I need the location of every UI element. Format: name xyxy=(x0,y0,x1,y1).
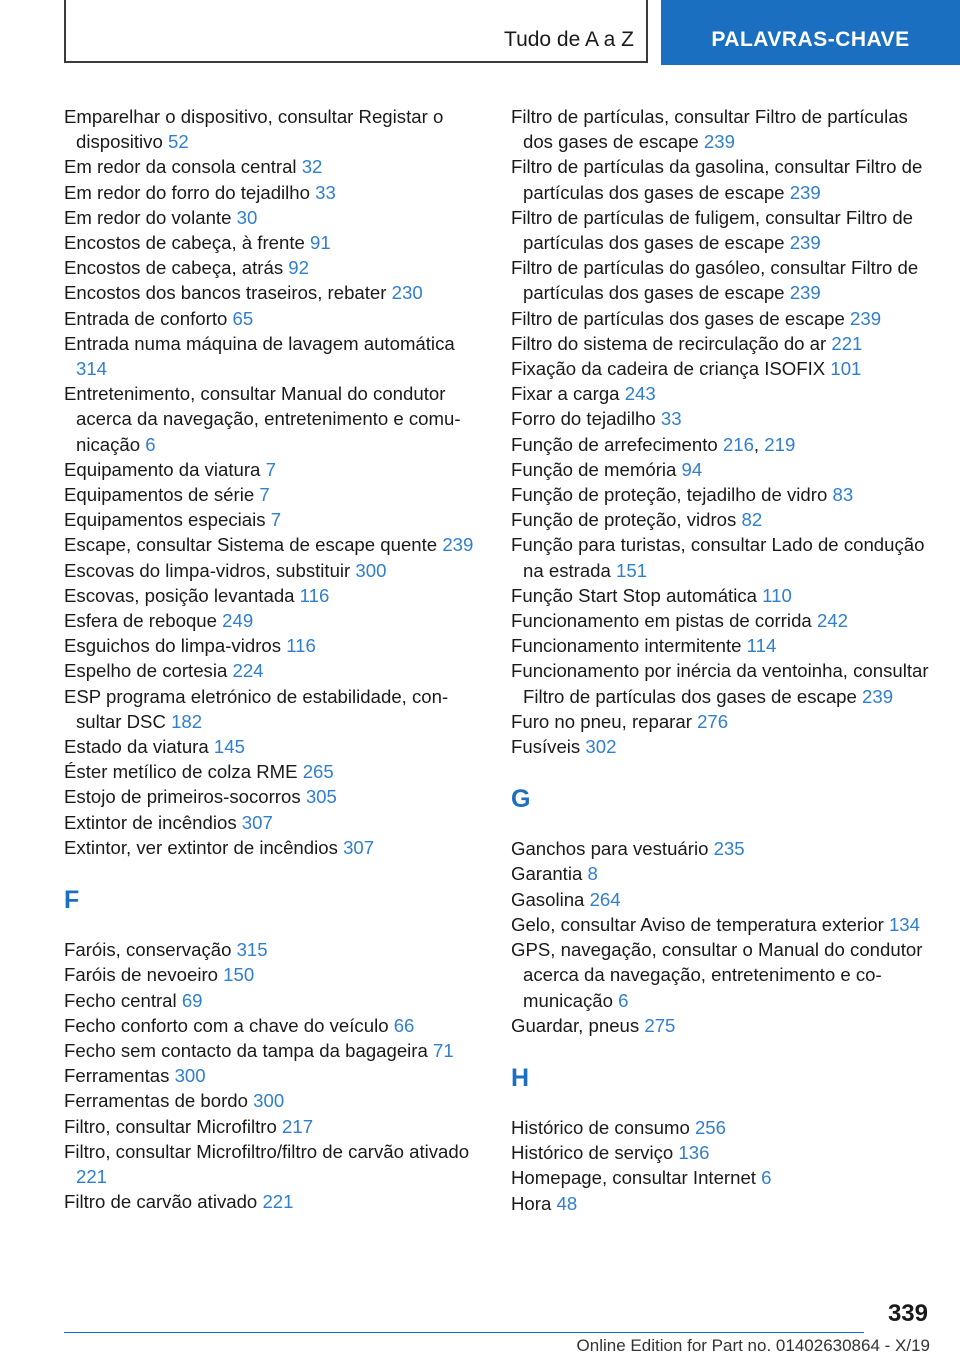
index-entry-text: Filtro de partículas dos gases de escape xyxy=(511,307,845,329)
index-entry-text: Entrada numa máquina de lavagem automática xyxy=(64,332,455,354)
index-entry xyxy=(64,835,474,860)
page-number: 339 xyxy=(887,1300,928,1327)
index-entry-text: Funcionamento em pistas de corrida xyxy=(511,610,812,632)
index-entry xyxy=(64,306,474,331)
index-entry-text: Ferramentas de bordo xyxy=(64,1090,248,1112)
page-reference-link[interactable]: 6 xyxy=(761,1167,772,1189)
page-reference-link[interactable]: 65 xyxy=(232,307,254,329)
page-reference-link[interactable]: 82 xyxy=(741,509,763,531)
index-entry-text: Encostos de cabeça, atrás xyxy=(64,257,284,279)
page-reference-link[interactable]: 300 xyxy=(253,1090,285,1112)
index-entry-text: Função de arrefecimento xyxy=(511,433,718,455)
index-entry-text: Fecho sem contacto da tampa da bagageira xyxy=(64,1039,428,1061)
index-entry xyxy=(64,784,474,809)
index-entry xyxy=(511,1013,936,1038)
page-reference-link[interactable]: 134 xyxy=(888,913,920,935)
index-entry-text: Entrada de conforto xyxy=(64,307,228,329)
index-entry xyxy=(511,482,936,507)
index-entry xyxy=(64,154,474,179)
index-entry-text: Fixação da cadeira de criança ISOFIX xyxy=(511,358,826,380)
index-entry xyxy=(64,1139,474,1189)
index-entry xyxy=(511,734,936,759)
index-entry-text: Forro do tejadilho xyxy=(511,408,656,430)
page-reference-link[interactable]: 6 xyxy=(145,433,156,455)
index-entry-text: Filtro de carvão ativado xyxy=(64,1191,258,1213)
index-entry xyxy=(64,962,474,987)
index-entry xyxy=(64,507,474,532)
index-entry-text: Filtro de partículas do gasóleo, consultar Filtro de partículas dos gases de escape xyxy=(511,257,919,304)
index-entry-text: Em redor da consola central xyxy=(64,156,297,178)
header-tab[interactable] xyxy=(661,0,960,65)
index-entry-text: Faróis de nevoeiro xyxy=(64,964,218,986)
index-entry-text: Guardar, pneus xyxy=(511,1014,640,1036)
index-entry-text: Filtro do sistema de recirculação do ar xyxy=(511,332,827,354)
index-entry-text: Função Start Stop automática xyxy=(511,584,757,606)
index-letter-heading: H xyxy=(511,1063,530,1092)
index-entry xyxy=(64,532,474,557)
page-reference-link[interactable]: 300 xyxy=(174,1065,206,1087)
page-reference-link[interactable]: 300 xyxy=(355,559,387,581)
footer-divider xyxy=(64,1332,864,1333)
index-entry-text: Estado da viatura xyxy=(64,736,209,758)
index-entry xyxy=(511,633,936,658)
index-entry-text: Equipamentos especiais xyxy=(64,509,266,531)
index-entry-text: Fecho central xyxy=(64,989,177,1011)
page-reference-link[interactable]: 6 xyxy=(618,989,629,1011)
page-reference-link[interactable]: 116 xyxy=(286,635,316,657)
index-entry-text: Filtro, consultar Microfiltro xyxy=(64,1115,277,1137)
index-entry-text: Em redor do volante xyxy=(64,206,232,228)
index-entry-text: Gasolina xyxy=(511,888,585,910)
page-reference-link[interactable]: 243 xyxy=(624,383,656,405)
index-entry xyxy=(64,104,474,154)
page-reference-link[interactable]: 219 xyxy=(764,433,796,455)
page-reference-link[interactable]: 8 xyxy=(587,863,598,885)
index-entry-text: Extintor de incêndios xyxy=(64,811,237,833)
index-entry-text: Emparelhar o dispositivo, consultar Registar o dispositivo xyxy=(64,106,444,153)
page-reference-link[interactable]: 116 xyxy=(299,584,330,606)
index-entry-text: Encostos de cabeça, à frente xyxy=(64,232,305,254)
index-entry xyxy=(64,1063,474,1088)
index-entry xyxy=(511,937,936,1013)
index-entry: Função de arrefecimento 216, 219 xyxy=(511,433,796,455)
page-reference-link[interactable]: 256 xyxy=(694,1116,726,1138)
index-entry-text: Funcionamento por inércia da ventoinha, consultar Filtro de partículas dos gases de escape xyxy=(511,660,929,707)
index-entry xyxy=(511,658,936,708)
index-entry-text: Espelho de cortesia xyxy=(64,660,228,682)
index-entry-text: Ferramentas xyxy=(64,1065,170,1087)
index-entry-text: Furo no pneu, reparar xyxy=(511,710,692,732)
index-entry xyxy=(511,331,936,356)
page-reference-link[interactable]: 276 xyxy=(697,710,729,732)
index-entry-text: Faróis, conservação xyxy=(64,939,232,961)
page-reference-link[interactable]: 52 xyxy=(168,131,189,153)
index-entry xyxy=(64,558,474,583)
index-entry xyxy=(511,608,936,633)
index-entry-text: Esguichos do limpa-vidros xyxy=(64,635,282,657)
index-entry xyxy=(511,709,936,734)
index-entry xyxy=(511,507,936,532)
tab-keywords-label: PALAVRAS-CHAVE xyxy=(711,28,910,51)
index-entry-text: Esfera de reboque xyxy=(64,610,217,632)
index-column-right xyxy=(511,104,936,1216)
index-entry xyxy=(511,104,936,154)
index-entry-text: Em redor do forro do tejadilho xyxy=(64,181,310,203)
index-entry-text: Filtro, consultar Microfiltro/filtro de carvão ativado xyxy=(64,1140,470,1162)
section-title: Tudo de A a Z xyxy=(504,28,634,51)
page-reference-link[interactable]: 239 xyxy=(862,685,894,707)
index-entry xyxy=(511,583,936,608)
index-entry-text: Filtro de partículas da gasolina, consultar Filtro de partículas dos gases de escape xyxy=(511,156,923,203)
index-entry xyxy=(511,457,936,482)
page-reference-link[interactable]: 71 xyxy=(433,1039,454,1061)
index-entry-text: Função de memória xyxy=(511,458,677,480)
page-reference-link[interactable]: 302 xyxy=(585,736,617,758)
page-reference-link[interactable]: 182 xyxy=(171,710,203,732)
index-entry-text: Equipamentos de série xyxy=(64,484,255,506)
index-entry xyxy=(64,1013,474,1038)
index-entry xyxy=(511,861,936,886)
page-reference-link[interactable]: 264 xyxy=(589,888,621,910)
index-entry-text: Equipamento da viatura xyxy=(64,458,261,480)
index-entry xyxy=(511,406,936,431)
page-reference-link[interactable]: 114 xyxy=(746,635,777,657)
index-entry-text: ESP programa eletrónico de estabilidade, consultar DSC xyxy=(64,685,449,732)
page-reference-link[interactable]: 239 xyxy=(789,232,821,254)
index-entry xyxy=(64,1088,474,1113)
page-reference-link[interactable]: 230 xyxy=(391,282,423,304)
page-reference-link[interactable]: 151 xyxy=(616,559,648,581)
index-entry xyxy=(511,1191,936,1216)
page-reference-link[interactable]: 7 xyxy=(265,458,276,480)
page-reference-link[interactable]: 307 xyxy=(241,811,273,833)
page-reference-link[interactable]: 94 xyxy=(681,458,703,480)
index-entry-text: Função de proteção, tejadilho de vidro xyxy=(511,484,828,506)
page-reference-link[interactable]: 217 xyxy=(282,1115,314,1137)
index-entry-text: Filtro de partículas, consultar Filtro de partículas dos gases de escape xyxy=(511,106,908,153)
page-reference-link[interactable]: 249 xyxy=(222,610,254,632)
index-entry xyxy=(511,154,936,204)
page-reference-link[interactable]: 239 xyxy=(789,282,821,304)
index-entry xyxy=(511,381,936,406)
page-reference-link[interactable]: 221 xyxy=(831,332,863,354)
index-entry xyxy=(511,912,936,937)
index-entry xyxy=(511,306,936,331)
index-entry xyxy=(64,759,474,784)
index-entry xyxy=(64,255,474,280)
page-reference-link[interactable]: 32 xyxy=(301,156,323,178)
page-reference-link[interactable]: 101 xyxy=(830,358,862,380)
index-entry-text: Entretenimento, consultar Manual do condutor acerca da navegação, entretenimento e comunicação xyxy=(64,383,461,455)
header-section-box xyxy=(64,0,648,63)
index-entry xyxy=(64,684,474,734)
page-reference-link[interactable]: 150 xyxy=(223,964,255,986)
page-reference-link[interactable]: 110 xyxy=(762,584,792,606)
index-entry xyxy=(64,734,474,759)
index-entry xyxy=(511,356,936,381)
index-entry-text: Função para turistas, consultar Lado de condução na estrada xyxy=(511,534,925,581)
index-entry-text: Escovas do limpa-vidros, substituir xyxy=(64,559,351,581)
page-reference-link[interactable]: 69 xyxy=(181,989,203,1011)
page-reference-link[interactable]: 221 xyxy=(76,1165,108,1187)
index-entry-text: Histórico de serviço xyxy=(511,1142,674,1164)
page-reference-link[interactable]: 136 xyxy=(678,1142,710,1164)
index-entry-text: Histórico de consumo xyxy=(511,1116,690,1138)
page-reference-link[interactable]: 314 xyxy=(76,358,108,380)
index-entry-text: Éster metílico de colza RME xyxy=(64,761,298,783)
index-entry-text: Fusíveis xyxy=(511,736,581,758)
index-entry xyxy=(64,1038,474,1063)
index-entry-text: Fixar a carga xyxy=(511,383,620,405)
index-entry xyxy=(64,280,474,305)
page-reference-link[interactable]: 30 xyxy=(236,206,258,228)
page-reference-link[interactable]: 224 xyxy=(232,660,264,682)
page-reference-link[interactable]: 315 xyxy=(236,939,268,961)
index-entry-text: Hora xyxy=(511,1192,552,1214)
page-reference-link[interactable]: 216 xyxy=(722,433,754,455)
index-entry xyxy=(64,608,474,633)
index-letter-heading: F xyxy=(64,886,80,915)
index-entry xyxy=(64,583,474,608)
page-reference-link[interactable]: 235 xyxy=(713,838,745,860)
index-entry xyxy=(64,482,474,507)
index-entry-text: Estojo de primeiros-socorros xyxy=(64,786,301,808)
page-reference-link[interactable]: 239 xyxy=(442,534,474,556)
page-reference-link[interactable]: 33 xyxy=(315,181,336,203)
page-reference-link[interactable]: 7 xyxy=(270,509,282,531)
index-entry xyxy=(511,887,936,912)
footer-edition-text: Online Edition for Part no. 01402630864 - X/19 xyxy=(576,1336,930,1355)
page-reference-link[interactable]: 83 xyxy=(832,484,854,506)
page-reference-link[interactable]: 265 xyxy=(302,761,334,783)
index-entry xyxy=(64,1189,474,1214)
index-entry xyxy=(511,255,936,305)
index-entry xyxy=(511,836,936,861)
page-reference-link[interactable]: 239 xyxy=(789,181,821,203)
page-reference-link[interactable]: 239 xyxy=(850,307,882,329)
index-entry-text: Fecho conforto com a chave do veículo xyxy=(64,1014,389,1036)
index-entry xyxy=(64,230,474,255)
index-entry xyxy=(511,1165,936,1190)
index-entry xyxy=(511,1115,936,1140)
index-entry xyxy=(64,937,474,962)
index-entry-text: Filtro de partículas de fuligem, consultar Filtro de partículas dos gases de escape xyxy=(511,206,914,254)
index-entry xyxy=(64,457,474,482)
index-entry xyxy=(64,658,474,683)
page-reference-link[interactable]: 275 xyxy=(644,1014,676,1036)
index-letter-heading: G xyxy=(511,785,531,814)
index-entry xyxy=(64,381,474,457)
index-entry xyxy=(511,1140,936,1165)
index-entry xyxy=(64,810,474,835)
page-reference-link[interactable]: 66 xyxy=(393,1014,415,1036)
index-entry-text: Garantia xyxy=(511,863,583,885)
index-entry-text: Extintor, ver extintor de incêndios xyxy=(64,836,338,858)
index-entry xyxy=(64,633,474,658)
index-entry xyxy=(511,205,936,255)
page-reference-link[interactable]: 92 xyxy=(288,257,309,279)
page-reference-link[interactable]: 91 xyxy=(310,232,331,254)
page-reference-link[interactable]: 33 xyxy=(660,408,682,430)
index-entry-text: GPS, navegação, consultar o Manual do condutor acerca da navegação, entretenimento e comunicação xyxy=(511,939,923,1011)
index-entry-text: Escovas, posição levantada xyxy=(64,584,295,606)
page-reference-link[interactable]: 221 xyxy=(262,1191,294,1213)
page-reference-link[interactable]: 145 xyxy=(213,736,245,758)
index-entry xyxy=(64,180,474,205)
index-column-left xyxy=(64,104,474,1214)
page-reference-link[interactable]: 239 xyxy=(703,131,735,153)
page-reference-link[interactable]: 48 xyxy=(556,1192,578,1214)
page-reference-link[interactable]: 307 xyxy=(343,836,375,858)
index-entry-text: Encostos dos bancos traseiros, rebater xyxy=(64,282,387,304)
index-entry-text: Escape, consultar Sistema de escape quente xyxy=(64,534,438,556)
index-entry-text: Gelo, consultar Aviso de temperatura exterior xyxy=(511,913,884,935)
index-entry-text: Ganchos para vestuário xyxy=(511,838,709,860)
page-reference-link[interactable]: 242 xyxy=(816,610,848,632)
index-entry-text: Funcionamento intermitente xyxy=(511,635,742,657)
page-reference-link[interactable]: 7 xyxy=(259,484,270,506)
index-entry-text: Homepage, consultar Internet xyxy=(511,1167,756,1189)
index-entry xyxy=(511,532,936,582)
index-entry xyxy=(64,331,474,381)
index-entry-text: Função de proteção, vidros xyxy=(511,509,737,531)
index-entry xyxy=(64,988,474,1013)
index-entry xyxy=(64,205,474,230)
index-entry xyxy=(64,1114,474,1139)
page-reference-link[interactable]: 305 xyxy=(305,786,337,808)
